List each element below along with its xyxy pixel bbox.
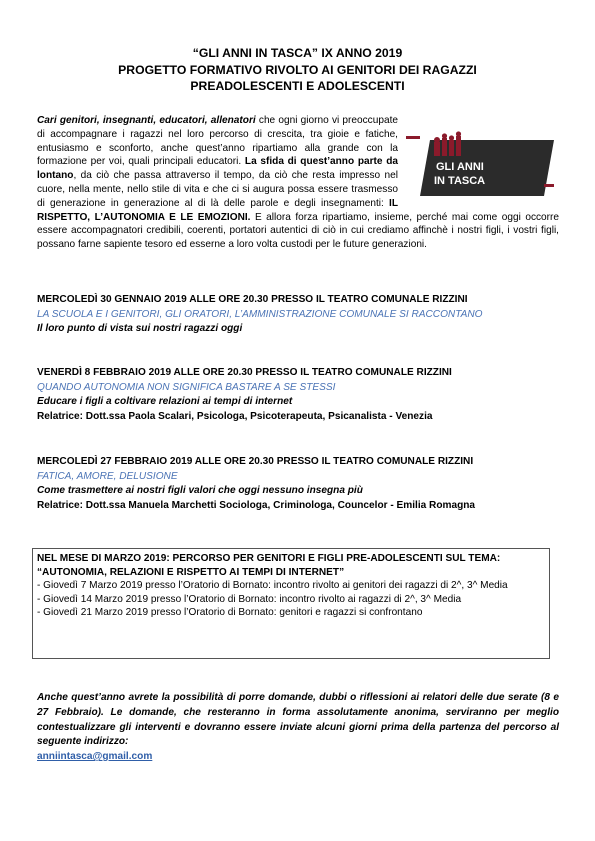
logo-text-line-2: IN TASCA <box>434 175 486 187</box>
event-subtitle: QUANDO AUTONOMIA NON SIGNIFICA BASTARE A SE STESSI <box>37 381 336 393</box>
event-description: Come trasmettere ai nostri figli valori che oggi nessuno insegna più <box>37 485 363 496</box>
intro-paragraph <box>37 114 559 252</box>
event-3 <box>37 455 559 513</box>
event-2 <box>37 366 559 424</box>
closing-paragraph: Anche quest’anno avrete la possibilità di porre domande, dubbi o riflessioni ai relatori delle due serate (8 e 27 Febbraio). Le domande, che resteranno in forma assolutamente anonima, serviranno per meglio contestualizzare gli interventi e dovranno essere inviate alcuni giorni prima della partenza del percorso al seguente indirizzo: <box>37 692 559 748</box>
intro-text-3: E allora forza ripartiamo, insieme, perché mai come oggi occorre essere accompagnatori credibili, coerenti, portatori autentici di ciò in cui crediamo affinchè i nostri figli, i vostri figli, possano farne sapiente tesoro ed esserne a loro volta custodi per le future generazioni. <box>37 211 560 251</box>
intro-challenge: La sfida di quest’anno parte da lontano <box>37 156 398 182</box>
event-subtitle: LA SCUOLA E I GENITORI, GLI ORATORI, L’AMMINISTRAZIONE COMUNALE SI RACCONTANO <box>37 308 483 320</box>
event-1 <box>37 293 559 337</box>
event-subtitle: FATICA, AMORE, DELUSIONE <box>37 470 178 482</box>
march-heading-2: “AUTONOMIA, RELAZIONI E RISPETTO AI TEMPI DI INTERNET” <box>37 566 345 578</box>
march-program-box <box>32 548 550 659</box>
title-line-3: PREADOLESCENTI E ADOLESCENTI <box>190 79 405 94</box>
document-title <box>40 45 555 95</box>
list-item: - Giovedì 7 Marzo 2019 presso l’Oratorio di Bornato: incontro rivolto ai genitori dei ragazzi di 2^, 3^ Media <box>37 580 508 592</box>
logo-accent-bar <box>406 136 420 139</box>
intro-greeting: Cari genitori, insegnanti, educatori, allenatori <box>37 115 256 126</box>
title-line-1: “GLI ANNI IN TASCA” IX ANNO 2019 <box>192 46 403 60</box>
logo <box>404 126 559 200</box>
event-heading: MERCOLEDÌ 27 FEBBRAIO 2019 ALLE ORE 20.30 PRESSO IL TEATRO COMUNALE RIZZINI <box>37 456 474 467</box>
event-heading: VENERDÌ 8 FEBBRAIO 2019 ALLE ORE 20.30 PRESSO IL TEATRO COMUNALE RIZZINI <box>37 367 452 378</box>
email-link[interactable]: anniintasca@gmail.com <box>37 751 153 762</box>
logo-text-line-1: GLI ANNI <box>436 161 484 173</box>
intro-values: IL RISPETTO, L’AUTONOMIA E LE EMOZIONI. <box>37 197 398 223</box>
logo-accent-bar-2 <box>544 184 554 187</box>
title-line-2: PROGETTO FORMATIVO RIVOLTO AI GENITORI DEI RAGAZZI <box>118 62 477 77</box>
event-heading: MERCOLEDÌ 30 GENNAIO 2019 ALLE ORE 20.30 PRESSO IL TEATRO COMUNALE RIZZINI <box>37 294 468 305</box>
event-description: Il loro punto di vista sui nostri ragazzi oggi <box>37 323 243 334</box>
intro-text-2: , da ciò che passa attraverso il tempo, da ciò che resta impresso nel cuore, nella mente, nello stile di vita e che ci si augura possa essere trasmesso di generazione in generazione al di là delle parole e degli insegnamenti: <box>37 170 398 209</box>
list-item: - Giovedì 21 Marzo 2019 presso l’Oratorio di Bornato: genitori e ragazzi si confrontano <box>37 607 423 619</box>
event-speaker: Relatrice: Dott.ssa Paola Scalari, Psicologa, Psicoterapeuta, Psicanalista - Venezia <box>37 410 433 422</box>
event-speaker: Relatrice: Dott.ssa Manuela Marchetti Sociologa, Criminologa, Councelor - Emilia Romagna <box>37 499 476 511</box>
intro-text-1: che ogni giorno vi preoccupate di accompagnare i ragazzi nel loro percorso di crescita, tra gioie e fatiche, entusiasmo e sconforto, anche quest’anno ripartiamo alla grande con la formazione per voi, quali principali educatori. <box>37 115 398 168</box>
gli-anni-in-tasca-logo <box>404 126 554 198</box>
march-heading-1: NEL MESE DI MARZO 2019: PERCORSO PER GENITORI E FIGLI PRE-ADOLESCENTI SUL TEMA: <box>37 553 501 564</box>
list-item: - Giovedì 14 Marzo 2019 presso l’Oratorio di Bornato: incontro rivolto ai ragazzi di 2^, 3^ Media <box>37 593 462 605</box>
march-list <box>37 579 545 620</box>
event-description: Educare i figli a coltivare relazioni ai tempi di internet <box>37 396 293 407</box>
